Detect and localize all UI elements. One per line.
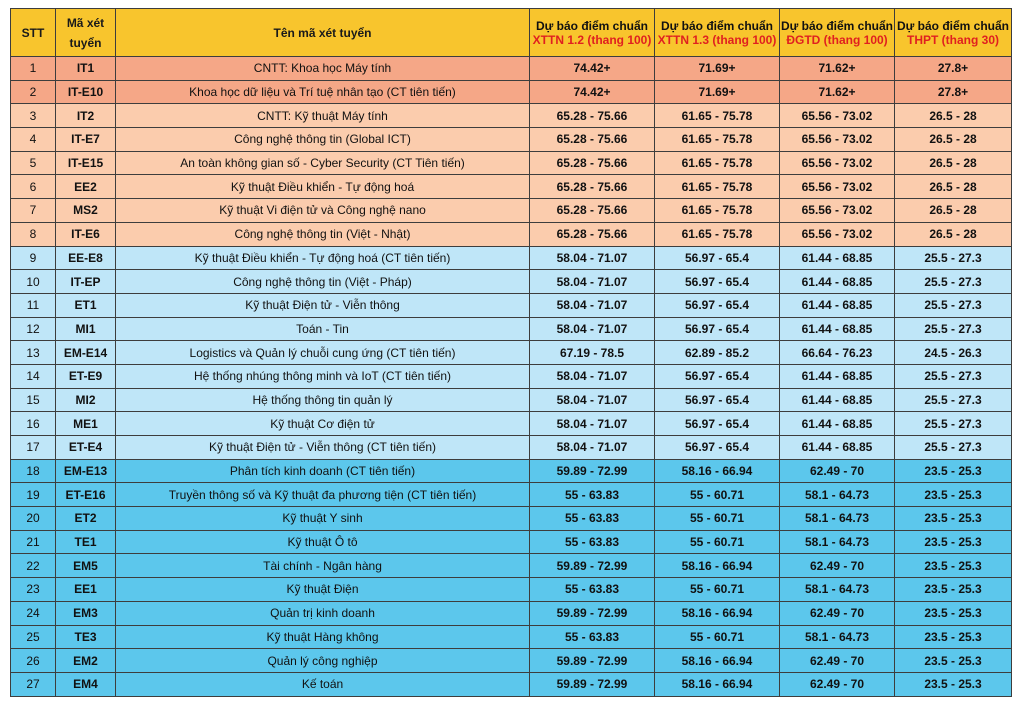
cell-xttn12: 55 - 63.83 xyxy=(530,483,655,507)
cell-thpt: 23.5 - 25.3 xyxy=(895,459,1012,483)
cell-xttn13: 55 - 60.71 xyxy=(655,507,780,531)
cell-code: EM5 xyxy=(56,554,116,578)
cell-code: EM-E13 xyxy=(56,459,116,483)
cell-dgtd: 61.44 - 68.85 xyxy=(780,293,895,317)
header-code: Mã xét tuyển xyxy=(56,9,116,57)
cell-thpt: 26.5 - 28 xyxy=(895,175,1012,199)
cell-code: ET-E4 xyxy=(56,436,116,460)
cell-xttn12: 58.04 - 71.07 xyxy=(530,270,655,294)
header-dgtd-line1: Dự báo điểm chuẩn xyxy=(780,18,894,33)
cell-name: Công nghệ thông tin (Việt - Nhật) xyxy=(116,222,530,246)
table-row xyxy=(11,364,1012,388)
table-body xyxy=(11,57,1012,697)
cell-thpt: 23.5 - 25.3 xyxy=(895,530,1012,554)
cell-xttn13: 56.97 - 65.4 xyxy=(655,293,780,317)
cell-xttn13: 56.97 - 65.4 xyxy=(655,436,780,460)
table-row xyxy=(11,104,1012,128)
cell-thpt: 25.5 - 27.3 xyxy=(895,388,1012,412)
cell-dgtd: 66.64 - 76.23 xyxy=(780,341,895,365)
cell-stt: 2 xyxy=(11,80,56,104)
table-row xyxy=(11,483,1012,507)
cell-stt: 20 xyxy=(11,507,56,531)
cell-code: ET1 xyxy=(56,293,116,317)
cell-xttn12: 74.42+ xyxy=(530,57,655,81)
table-row xyxy=(11,246,1012,270)
cell-stt: 9 xyxy=(11,246,56,270)
cell-dgtd: 65.56 - 73.02 xyxy=(780,199,895,223)
header-dgtd-line2: ĐGTD (thang 100) xyxy=(786,32,888,47)
cell-stt: 5 xyxy=(11,151,56,175)
cell-thpt: 26.5 - 28 xyxy=(895,222,1012,246)
cell-name: CNTT: Khoa học Máy tính xyxy=(116,57,530,81)
cell-dgtd: 71.62+ xyxy=(780,80,895,104)
header-name: Tên mã xét tuyển xyxy=(116,9,530,57)
cell-xttn12: 58.04 - 71.07 xyxy=(530,436,655,460)
cell-name: Hệ thống thông tin quản lý xyxy=(116,388,530,412)
table-row xyxy=(11,554,1012,578)
cell-stt: 8 xyxy=(11,222,56,246)
cell-name: Kỹ thuật Điện xyxy=(116,578,530,602)
cutoff-forecast-table-wrapper xyxy=(10,8,1012,697)
cell-dgtd: 62.49 - 70 xyxy=(780,672,895,696)
cell-thpt: 24.5 - 26.3 xyxy=(895,341,1012,365)
cell-stt: 27 xyxy=(11,672,56,696)
cell-thpt: 23.5 - 25.3 xyxy=(895,554,1012,578)
table-row xyxy=(11,222,1012,246)
cell-thpt: 23.5 - 25.3 xyxy=(895,672,1012,696)
cell-xttn13: 71.69+ xyxy=(655,80,780,104)
cell-dgtd: 62.49 - 70 xyxy=(780,554,895,578)
cell-thpt: 26.5 - 28 xyxy=(895,128,1012,152)
header-xttn12 xyxy=(530,9,655,57)
cell-xttn12: 59.89 - 72.99 xyxy=(530,554,655,578)
cell-stt: 14 xyxy=(11,364,56,388)
header-xttn13-line2: XTTN 1.3 (thang 100) xyxy=(657,32,777,47)
table-row xyxy=(11,270,1012,294)
header-dgtd xyxy=(780,9,895,57)
cell-dgtd: 58.1 - 64.73 xyxy=(780,483,895,507)
cell-xttn13: 61.65 - 75.78 xyxy=(655,104,780,128)
table-row xyxy=(11,412,1012,436)
cell-stt: 18 xyxy=(11,459,56,483)
cell-thpt: 25.5 - 27.3 xyxy=(895,293,1012,317)
cell-code: EM3 xyxy=(56,601,116,625)
cell-xttn12: 55 - 63.83 xyxy=(530,507,655,531)
header-xttn12-line2: XTTN 1.2 (thang 100) xyxy=(532,32,652,47)
cell-name: Kỹ thuật Điện tử - Viễn thông (CT tiên tiến) xyxy=(116,436,530,460)
cell-name: Kỹ thuật Hàng không xyxy=(116,625,530,649)
cell-stt: 17 xyxy=(11,436,56,460)
cell-xttn13: 58.16 - 66.94 xyxy=(655,601,780,625)
cell-thpt: 25.5 - 27.3 xyxy=(895,436,1012,460)
cell-code: EM2 xyxy=(56,649,116,673)
cell-name: CNTT: Kỹ thuật Máy tính xyxy=(116,104,530,128)
cell-xttn13: 71.69+ xyxy=(655,57,780,81)
cell-xttn12: 59.89 - 72.99 xyxy=(530,601,655,625)
cell-stt: 1 xyxy=(11,57,56,81)
cell-thpt: 23.5 - 25.3 xyxy=(895,483,1012,507)
cell-code: EE2 xyxy=(56,175,116,199)
cell-stt: 23 xyxy=(11,578,56,602)
cell-xttn13: 61.65 - 75.78 xyxy=(655,151,780,175)
cell-xttn13: 56.97 - 65.4 xyxy=(655,270,780,294)
cell-thpt: 26.5 - 28 xyxy=(895,104,1012,128)
cell-dgtd: 65.56 - 73.02 xyxy=(780,128,895,152)
cell-name: Kỹ thuật Y sinh xyxy=(116,507,530,531)
cell-code: MI1 xyxy=(56,317,116,341)
table-row xyxy=(11,128,1012,152)
cell-xttn13: 62.89 - 85.2 xyxy=(655,341,780,365)
cell-dgtd: 71.62+ xyxy=(780,57,895,81)
table-row xyxy=(11,293,1012,317)
cell-xttn12: 58.04 - 71.07 xyxy=(530,412,655,436)
cell-dgtd: 61.44 - 68.85 xyxy=(780,388,895,412)
cell-stt: 11 xyxy=(11,293,56,317)
cell-thpt: 23.5 - 25.3 xyxy=(895,578,1012,602)
cell-dgtd: 62.49 - 70 xyxy=(780,649,895,673)
cell-xttn12: 59.89 - 72.99 xyxy=(530,672,655,696)
cell-xttn13: 55 - 60.71 xyxy=(655,483,780,507)
cell-dgtd: 58.1 - 64.73 xyxy=(780,530,895,554)
cell-name: Kỹ thuật Cơ điện tử xyxy=(116,412,530,436)
cell-xttn12: 55 - 63.83 xyxy=(530,625,655,649)
table-row xyxy=(11,672,1012,696)
cell-thpt: 25.5 - 27.3 xyxy=(895,246,1012,270)
cell-xttn12: 58.04 - 71.07 xyxy=(530,364,655,388)
cell-stt: 7 xyxy=(11,199,56,223)
cell-xttn13: 61.65 - 75.78 xyxy=(655,175,780,199)
cell-name: An toàn không gian số - Cyber Security (CT Tiên tiến) xyxy=(116,151,530,175)
cell-dgtd: 65.56 - 73.02 xyxy=(780,222,895,246)
cell-name: Quản lý công nghiệp xyxy=(116,649,530,673)
cell-name: Phân tích kinh doanh (CT tiên tiến) xyxy=(116,459,530,483)
cell-name: Khoa học dữ liệu và Trí tuệ nhân tạo (CT tiên tiến) xyxy=(116,80,530,104)
cell-dgtd: 61.44 - 68.85 xyxy=(780,246,895,270)
cell-dgtd: 65.56 - 73.02 xyxy=(780,175,895,199)
cell-code: TE1 xyxy=(56,530,116,554)
cell-stt: 6 xyxy=(11,175,56,199)
cell-xttn12: 65.28 - 75.66 xyxy=(530,151,655,175)
table-row xyxy=(11,578,1012,602)
cell-code: IT2 xyxy=(56,104,116,128)
header-row xyxy=(11,9,1012,57)
cell-xttn12: 65.28 - 75.66 xyxy=(530,128,655,152)
cell-name: Kỹ thuật Ô tô xyxy=(116,530,530,554)
cell-dgtd: 58.1 - 64.73 xyxy=(780,507,895,531)
cell-thpt: 25.5 - 27.3 xyxy=(895,270,1012,294)
cell-name: Quản trị kinh doanh xyxy=(116,601,530,625)
table-row xyxy=(11,507,1012,531)
cell-dgtd: 62.49 - 70 xyxy=(780,601,895,625)
cell-code: EE-E8 xyxy=(56,246,116,270)
cell-code: ET2 xyxy=(56,507,116,531)
cell-stt: 15 xyxy=(11,388,56,412)
cell-thpt: 23.5 - 25.3 xyxy=(895,625,1012,649)
cell-xttn13: 56.97 - 65.4 xyxy=(655,388,780,412)
cell-xttn13: 58.16 - 66.94 xyxy=(655,672,780,696)
header-thpt-line2: THPT (thang 30) xyxy=(907,32,999,47)
cell-code: MI2 xyxy=(56,388,116,412)
table-row xyxy=(11,317,1012,341)
table-row xyxy=(11,530,1012,554)
cell-dgtd: 61.44 - 68.85 xyxy=(780,364,895,388)
cell-stt: 26 xyxy=(11,649,56,673)
cell-xttn12: 65.28 - 75.66 xyxy=(530,222,655,246)
cell-xttn13: 55 - 60.71 xyxy=(655,625,780,649)
cell-thpt: 23.5 - 25.3 xyxy=(895,507,1012,531)
cell-xttn13: 58.16 - 66.94 xyxy=(655,459,780,483)
cell-stt: 4 xyxy=(11,128,56,152)
cell-name: Logistics và Quản lý chuỗi cung ứng (CT tiên tiến) xyxy=(116,341,530,365)
cell-code: EM-E14 xyxy=(56,341,116,365)
table-row xyxy=(11,649,1012,673)
cell-name: Kỹ thuật Vi điện tử và Công nghệ nano xyxy=(116,199,530,223)
cell-dgtd: 62.49 - 70 xyxy=(780,459,895,483)
cell-thpt: 27.8+ xyxy=(895,57,1012,81)
table-row xyxy=(11,151,1012,175)
cell-stt: 21 xyxy=(11,530,56,554)
cell-thpt: 27.8+ xyxy=(895,80,1012,104)
cell-xttn12: 58.04 - 71.07 xyxy=(530,246,655,270)
table-row xyxy=(11,57,1012,81)
cell-code: ME1 xyxy=(56,412,116,436)
cell-xttn13: 56.97 - 65.4 xyxy=(655,364,780,388)
cell-code: IT-E15 xyxy=(56,151,116,175)
cell-xttn12: 67.19 - 78.5 xyxy=(530,341,655,365)
cell-code: TE3 xyxy=(56,625,116,649)
cell-xttn12: 59.89 - 72.99 xyxy=(530,649,655,673)
cell-code: ET-E9 xyxy=(56,364,116,388)
cell-thpt: 25.5 - 27.3 xyxy=(895,412,1012,436)
cell-code: IT-E7 xyxy=(56,128,116,152)
table-row xyxy=(11,625,1012,649)
cell-xttn12: 58.04 - 71.07 xyxy=(530,293,655,317)
cell-xttn12: 58.04 - 71.07 xyxy=(530,317,655,341)
cell-name: Hệ thống nhúng thông minh và IoT (CT tiên tiến) xyxy=(116,364,530,388)
table-row xyxy=(11,388,1012,412)
cell-thpt: 23.5 - 25.3 xyxy=(895,649,1012,673)
cell-dgtd: 58.1 - 64.73 xyxy=(780,625,895,649)
cell-thpt: 23.5 - 25.3 xyxy=(895,601,1012,625)
header-xttn13 xyxy=(655,9,780,57)
cell-stt: 19 xyxy=(11,483,56,507)
cell-dgtd: 61.44 - 68.85 xyxy=(780,270,895,294)
cell-xttn13: 61.65 - 75.78 xyxy=(655,199,780,223)
cell-xttn12: 65.28 - 75.66 xyxy=(530,199,655,223)
cell-stt: 25 xyxy=(11,625,56,649)
table-row xyxy=(11,199,1012,223)
cell-name: Tài chính - Ngân hàng xyxy=(116,554,530,578)
cell-xttn12: 59.89 - 72.99 xyxy=(530,459,655,483)
cell-name: Toán - Tin xyxy=(116,317,530,341)
cell-thpt: 25.5 - 27.3 xyxy=(895,364,1012,388)
cell-dgtd: 61.44 - 68.85 xyxy=(780,436,895,460)
cell-name: Công nghệ thông tin (Global ICT) xyxy=(116,128,530,152)
cell-xttn13: 58.16 - 66.94 xyxy=(655,649,780,673)
cell-code: EM4 xyxy=(56,672,116,696)
cell-xttn12: 55 - 63.83 xyxy=(530,530,655,554)
cell-stt: 24 xyxy=(11,601,56,625)
cell-xttn13: 55 - 60.71 xyxy=(655,530,780,554)
cell-xttn13: 61.65 - 75.78 xyxy=(655,222,780,246)
cell-xttn12: 55 - 63.83 xyxy=(530,578,655,602)
cell-dgtd: 65.56 - 73.02 xyxy=(780,151,895,175)
cell-code: EE1 xyxy=(56,578,116,602)
header-thpt xyxy=(895,9,1012,57)
cell-name: Kỹ thuật Điều khiển - Tự động hoá xyxy=(116,175,530,199)
cell-dgtd: 58.1 - 64.73 xyxy=(780,578,895,602)
cell-thpt: 25.5 - 27.3 xyxy=(895,317,1012,341)
table-row xyxy=(11,459,1012,483)
cell-dgtd: 61.44 - 68.85 xyxy=(780,317,895,341)
cell-xttn12: 74.42+ xyxy=(530,80,655,104)
cell-thpt: 26.5 - 28 xyxy=(895,151,1012,175)
cell-code: MS2 xyxy=(56,199,116,223)
cell-code: IT-EP xyxy=(56,270,116,294)
cell-xttn13: 61.65 - 75.78 xyxy=(655,128,780,152)
cell-xttn13: 58.16 - 66.94 xyxy=(655,554,780,578)
cell-code: ET-E16 xyxy=(56,483,116,507)
cell-code: IT1 xyxy=(56,57,116,81)
table-row xyxy=(11,436,1012,460)
header-thpt-line1: Dự báo điểm chuẩn xyxy=(896,18,1010,33)
table-row xyxy=(11,80,1012,104)
header-stt: STT xyxy=(11,9,56,57)
cell-name: Truyền thông số và Kỹ thuật đa phương tiện (CT tiên tiến) xyxy=(116,483,530,507)
header-xttn13-line1: Dự báo điểm chuẩn xyxy=(660,18,774,33)
cell-name: Công nghệ thông tin (Việt - Pháp) xyxy=(116,270,530,294)
header-xttn12-line1: Dự báo điểm chuẩn xyxy=(535,18,649,33)
cell-stt: 12 xyxy=(11,317,56,341)
cell-code: IT-E6 xyxy=(56,222,116,246)
cell-xttn13: 55 - 60.71 xyxy=(655,578,780,602)
table-row xyxy=(11,175,1012,199)
cell-xttn13: 56.97 - 65.4 xyxy=(655,317,780,341)
cell-stt: 13 xyxy=(11,341,56,365)
cell-stt: 10 xyxy=(11,270,56,294)
cell-xttn13: 56.97 - 65.4 xyxy=(655,412,780,436)
cutoff-forecast-table xyxy=(10,8,1012,697)
cell-xttn12: 65.28 - 75.66 xyxy=(530,104,655,128)
table-row xyxy=(11,601,1012,625)
table-header xyxy=(11,9,1012,57)
cell-dgtd: 61.44 - 68.85 xyxy=(780,412,895,436)
cell-name: Kế toán xyxy=(116,672,530,696)
cell-xttn12: 65.28 - 75.66 xyxy=(530,175,655,199)
cell-name: Kỹ thuật Điện tử - Viễn thông xyxy=(116,293,530,317)
cell-dgtd: 65.56 - 73.02 xyxy=(780,104,895,128)
cell-xttn12: 58.04 - 71.07 xyxy=(530,388,655,412)
cell-code: IT-E10 xyxy=(56,80,116,104)
cell-xttn13: 56.97 - 65.4 xyxy=(655,246,780,270)
cell-thpt: 26.5 - 28 xyxy=(895,199,1012,223)
cell-name: Kỹ thuật Điều khiển - Tự động hoá (CT tiên tiến) xyxy=(116,246,530,270)
cell-stt: 3 xyxy=(11,104,56,128)
cell-stt: 16 xyxy=(11,412,56,436)
cell-stt: 22 xyxy=(11,554,56,578)
table-row xyxy=(11,341,1012,365)
